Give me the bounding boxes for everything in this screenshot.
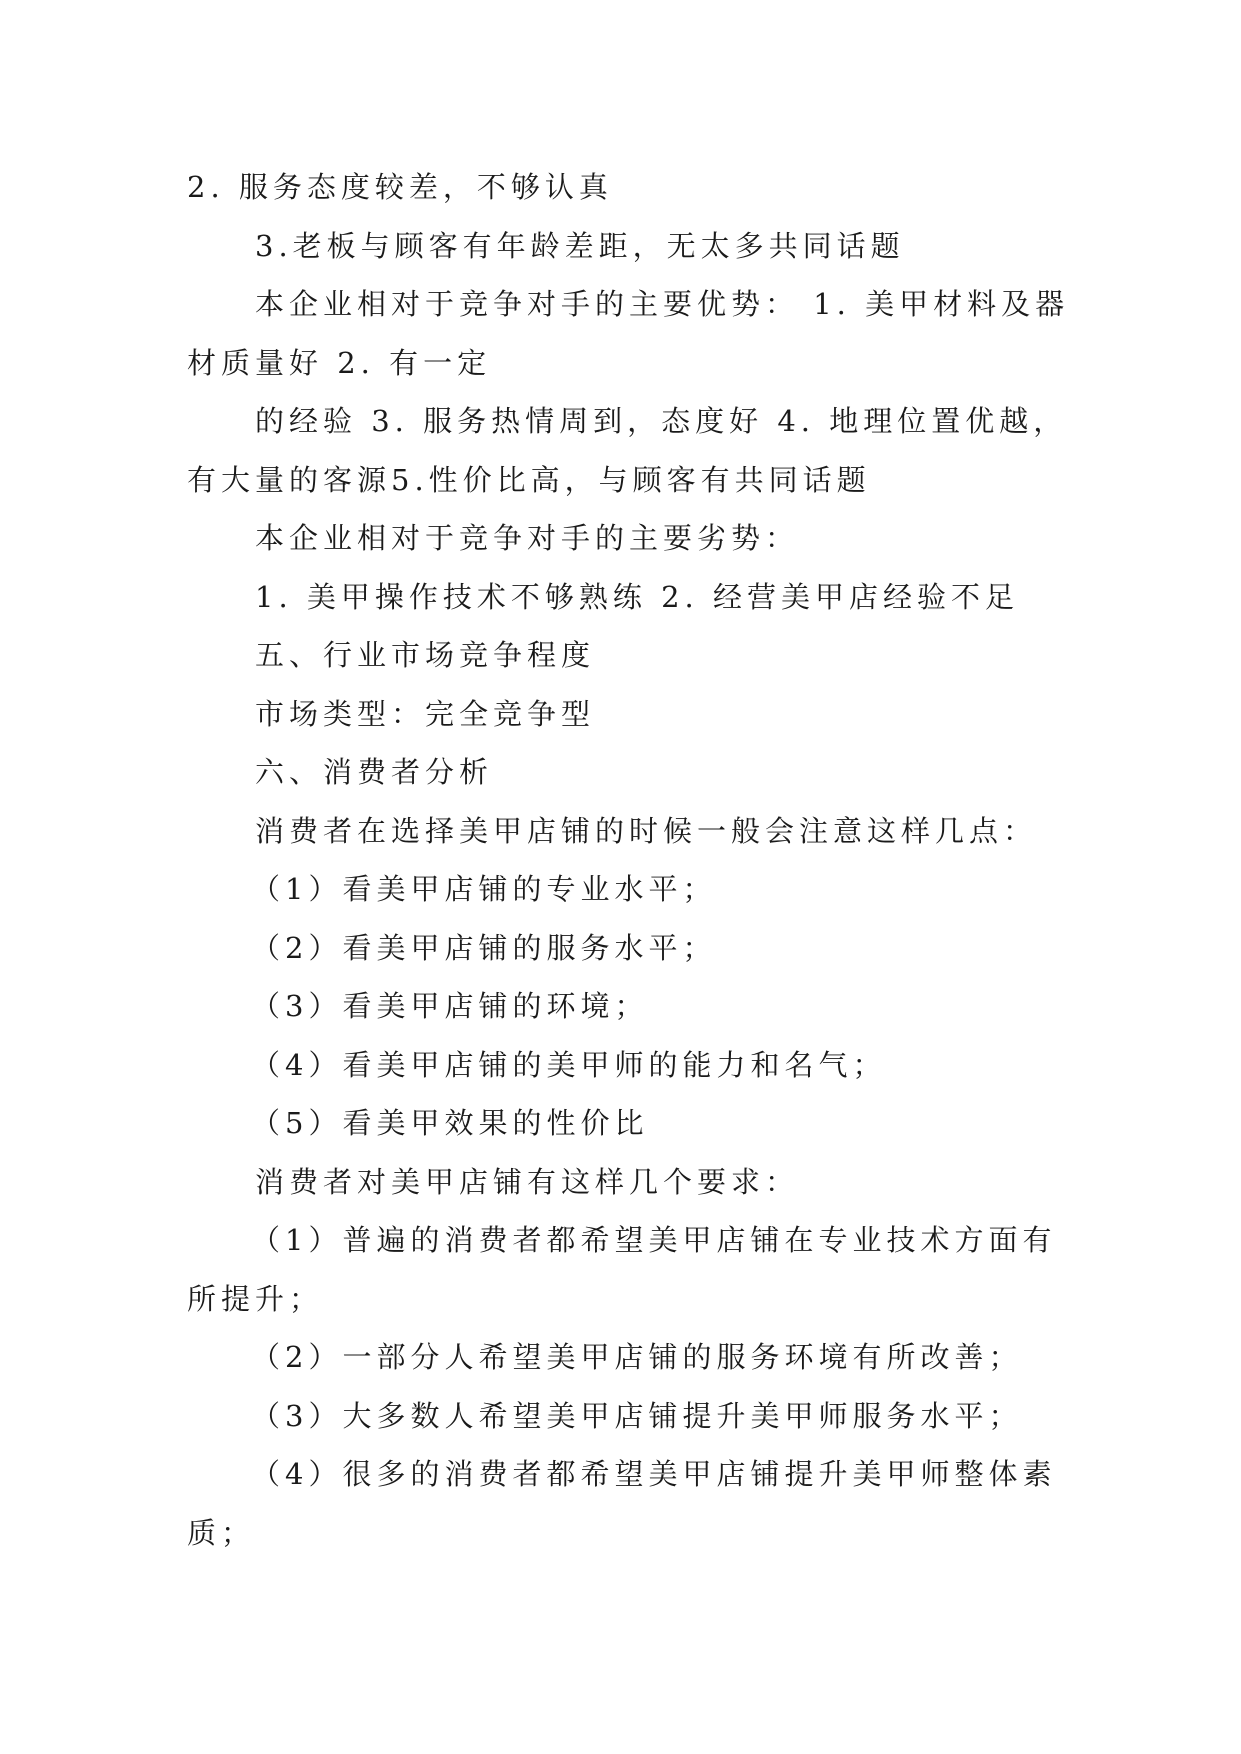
section-heading: 五、行业市场竞争程度	[255, 638, 596, 672]
text-line: 有大量的客源5.性价比高，与顾客有共同话题	[187, 462, 871, 497]
text-line: 消费者对美甲店铺有这样几个要求：	[255, 1164, 800, 1199]
list-item: （4）很多的消费者都希望美甲店铺提升美甲师整体素	[251, 1457, 1057, 1491]
list-item: （3）看美甲店铺的环境；	[251, 989, 649, 1023]
section-heading: 六、消费者分析	[255, 755, 494, 789]
text-line: 所提升；	[187, 1281, 324, 1316]
text-line: 本企业相对于竞争对手的主要优势： 1. 美甲材料及器	[255, 287, 1070, 321]
list-item: （5）看美甲效果的性价比	[251, 1106, 649, 1140]
document-page	[187, 158, 1070, 1562]
list-item: （2）看美甲店铺的服务水平；	[251, 930, 717, 965]
list-item: （3）大多数人希望美甲店铺提升美甲师服务水平；	[251, 1398, 1023, 1433]
text-line: 的经验 3. 服务热情周到，态度好 4. 地理位置优越，	[255, 404, 1068, 438]
text-line: 质；	[187, 1515, 256, 1550]
text-line: 3.老板与顾客有年龄差距，无太多共同话题	[255, 228, 905, 263]
text-line: 1. 美甲操作技术不够熟练 2. 经营美甲店经验不足	[255, 579, 1019, 614]
text-line: 本企业相对于竞争对手的主要劣势：	[255, 521, 800, 555]
text-line: 2. 服务态度较差，不够认真	[187, 170, 613, 204]
list-item: （4）看美甲店铺的美甲师的能力和名气；	[251, 1047, 887, 1082]
list-item: （1）看美甲店铺的专业水平；	[251, 872, 717, 906]
list-item: （2）一部分人希望美甲店铺的服务环境有所改善；	[251, 1340, 1023, 1374]
list-item: （1）普遍的消费者都希望美甲店铺在专业技术方面有	[251, 1223, 1057, 1257]
text-line: 材质量好 2. 有一定	[187, 345, 492, 380]
text-line: 消费者在选择美甲店铺的时候一般会注意这样几点：	[255, 813, 1038, 848]
text-line: 市场类型：完全竞争型	[255, 696, 596, 731]
